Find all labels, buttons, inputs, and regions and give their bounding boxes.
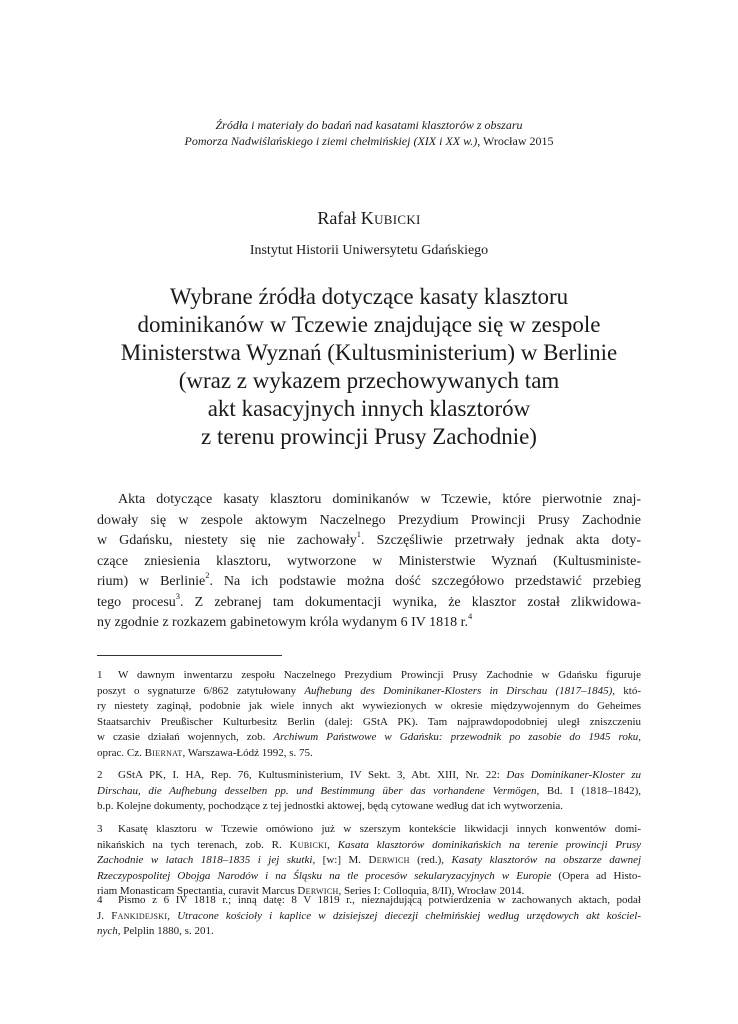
series-title-part-1: Źródła i materiały do badań nad kasatami klasztorów z obszaru: [215, 118, 523, 132]
footnote-line: [97, 668, 641, 684]
footnote-2: [97, 768, 641, 815]
body-text: . Z zebranej tam dokumentacji wynika, że klasztor został zlikwidowa-: [180, 594, 641, 610]
footnote-text: J.: [97, 909, 112, 922]
footnote-ref-4[interactable]: 4: [468, 611, 473, 622]
body-line: Akta dotyczące kasaty klasztoru dominikanów w Tczewie, które pierwotnie znaj-: [118, 492, 641, 507]
footnote-italic: Kasaty klasztorów na obszarze dawnej: [451, 854, 642, 867]
series-header: [60, 117, 678, 149]
footnote-line: ry niestety zaginął, podobnie jak wiele innych akt wywiezionych w okresie międzywojennym do Geheimes: [97, 700, 641, 713]
footnote-line: b.p. Kolejne dokumenty, pochodzące z tej jednostki aktowej, będą cytowane według dat ich wytworzenia.: [97, 800, 564, 813]
footnote-text: , Pelplin 1880, s. 201.: [117, 925, 214, 938]
footnote-italic: nych: [97, 925, 118, 938]
footnote-text: ,: [327, 838, 338, 851]
footnote-italic: Archiwum Państwowe w Gdańsku: przewodnik po zasobie do 1945 roku: [273, 731, 639, 744]
series-line-1: [60, 117, 678, 133]
footnote-text: , któ-: [612, 684, 641, 697]
footnote-text: ,: [638, 731, 641, 744]
footnote-line: [97, 768, 641, 784]
title-line: akt kasacyjnych innych klasztorów: [207, 396, 531, 421]
title-line: (wraz z wykazem przechowywanych tam: [178, 368, 560, 393]
body-line: [97, 613, 641, 634]
author-affiliation: Instytut Historii Uniwersytetu Gdańskiego: [249, 243, 489, 258]
footnote-line: [97, 924, 641, 940]
footnote-small-caps: Fankidejski: [111, 909, 168, 922]
footnote-number: 3: [97, 823, 103, 835]
title-line: Ministerstwa Wyznań (Kultusministerium) w Berlinie: [120, 340, 618, 365]
body-text: . Na ich podstawie można dość szczegółowo przedstawić przebieg: [209, 574, 642, 589]
footnote-line: [97, 746, 641, 762]
footnote-text: GStA PK, I. HA, Rep. 76, Kultusministerium, IV Sekt. 3, Abt. XIII, Nr. 22:: [118, 769, 507, 781]
footnote-small-caps: Derwich: [297, 885, 339, 898]
author-last-name: Kubicki: [360, 208, 421, 228]
footnote-line: [97, 909, 641, 925]
body-line: [97, 572, 641, 593]
footnote-ref-1[interactable]: 1: [356, 529, 362, 540]
footnote-number: 2: [97, 769, 103, 781]
footnote-text: , Series I: Colloquia, 8/II), Wrocław 2014.: [338, 885, 525, 898]
body-text: tego procesu: [97, 594, 176, 610]
footnote-line: [97, 869, 641, 885]
footnote-3: [97, 822, 641, 900]
footnote-text: W dawnym inwentarzu zespołu Naczelnego Prezydium Prowincji Prusy Zachodnie w Gdańsku figuruje: [118, 669, 641, 681]
body-line: czące zniesienia klasztoru, wytworzone w Ministerstwie Wyznań (Kultusministe-: [97, 553, 641, 569]
footnote-text: poszyt o sygnaturze 6/862 zatytułowany: [97, 684, 305, 697]
footnote-italic: Dirschau, die Aufhebung desselben pp. und Bestimmung über das vorhandene Vermögen: [97, 784, 537, 797]
body-line: [97, 590, 641, 614]
footnote-text: , [w:] M.: [312, 854, 369, 867]
footnote-text: Pismo z 6 IV 1818 r.; inną datę: 8 V 1819 r., nieznajdującą potwierdzenia w zachowanych aktach, podał: [118, 894, 641, 906]
footnote-ref-2[interactable]: 2: [205, 570, 210, 581]
footnote-text: , Bd. I (1818–1842),: [536, 784, 641, 797]
footnote-line: Staatsarchiv Preußischer Kulturbesitz Berlin (dalej: GStA PK). Tam najprawdopodobniej uległ zniszczeniu: [97, 715, 641, 728]
body-paragraph: [97, 490, 641, 634]
footnote-text: w czasie działań wojennych, zob.: [97, 731, 274, 744]
footnote-line: [97, 822, 641, 838]
body-text: w Gdańsku, niestety się nie zachowały: [97, 533, 357, 548]
footnote-small-caps: Derwich: [368, 854, 410, 867]
footnote-line: [97, 853, 641, 869]
body-text: rium) w Berlinie: [97, 574, 206, 589]
footnote-text: riam Monasticam Spectantia, curavit Marcus: [97, 885, 298, 898]
footnote-text: , Warszawa-Łódź 1992, s. 75.: [182, 746, 313, 759]
footnote-text: nikańskich na tych terenach, zob. R.: [97, 838, 290, 851]
footnote-small-caps: Biernat: [144, 746, 183, 759]
footnote-italic: Utracone kościoły i kaplice w dzisiejszej diecezji chełmińskiej według urzędowych akt kościel-: [177, 909, 641, 922]
footnote-small-caps: Kubicki: [289, 838, 328, 851]
author-name: [60, 207, 678, 229]
body-text: ny zgodnie z rozkazem gabinetowym króla wydanym 6 IV 1818 r.: [97, 615, 469, 630]
footnote-number: 4: [97, 894, 103, 906]
footnote-italic: Aufhebung des Dominikaner-Klosters in Dirschau (1817–1845): [304, 684, 613, 697]
body-text: . Szczęśliwie przetrwały jednak akta doty-: [361, 533, 641, 548]
series-place-year: , Wrocław 2015: [477, 134, 554, 148]
series-title-part-2: Pomorza Nadwiślańskiego i ziemi chełmińskiej (XIX i XX w.): [184, 134, 478, 148]
footnote-italic: Zachodnie w latach 1818–1835 i jej skutki: [97, 854, 313, 867]
title-line: Wybrane źródła dotyczące kasaty klasztoru: [169, 284, 569, 309]
author-first-name: Rafał: [317, 208, 361, 228]
footnote-line: [97, 893, 641, 909]
footnote-line: [97, 730, 641, 746]
footnote-line: [97, 838, 641, 854]
footnote-separator: [97, 655, 282, 656]
article-title: [60, 283, 678, 451]
body-line: [97, 531, 641, 552]
footnote-italic: Das Dominikaner-Kloster zu: [506, 769, 641, 781]
title-line: z terenu prowincji Prusy Zachodnie): [201, 424, 537, 449]
footnote-text: (red.),: [409, 854, 452, 867]
body-line: dowały się w zespole aktowym Naczelnego Prezydium Prowincji Prusy Zachodnie: [97, 512, 641, 528]
footnote-line: [97, 684, 641, 700]
footnote-text: Kasatę klasztoru w Tczewie omówiono już w szerszym kontekście likwidacji innych konwentów domi-: [118, 823, 641, 835]
footnote-text: ,: [167, 909, 178, 922]
footnote-4: [97, 893, 641, 940]
series-line-2: [60, 133, 678, 149]
footnote-italic: Kasata klasztorów dominikańskich na terenie prowincji Prusy: [337, 838, 642, 851]
footnote-line: [97, 784, 641, 800]
footnote-ref-3[interactable]: 3: [175, 590, 181, 601]
footnote-number: 1: [97, 669, 103, 681]
title-line: dominikanów w Tczewie znajdujące się w zespole: [137, 312, 601, 337]
footnote-text: (Opera ad Histo-: [551, 869, 641, 882]
footnote-italic: Rzeczypospolitej Obojga Narodów i na Śląsku na tle procesów sekularyzacyjnych w Europie: [97, 869, 552, 882]
footnote-text: oprac. Cz.: [97, 746, 145, 759]
footnote-1: [97, 668, 641, 762]
